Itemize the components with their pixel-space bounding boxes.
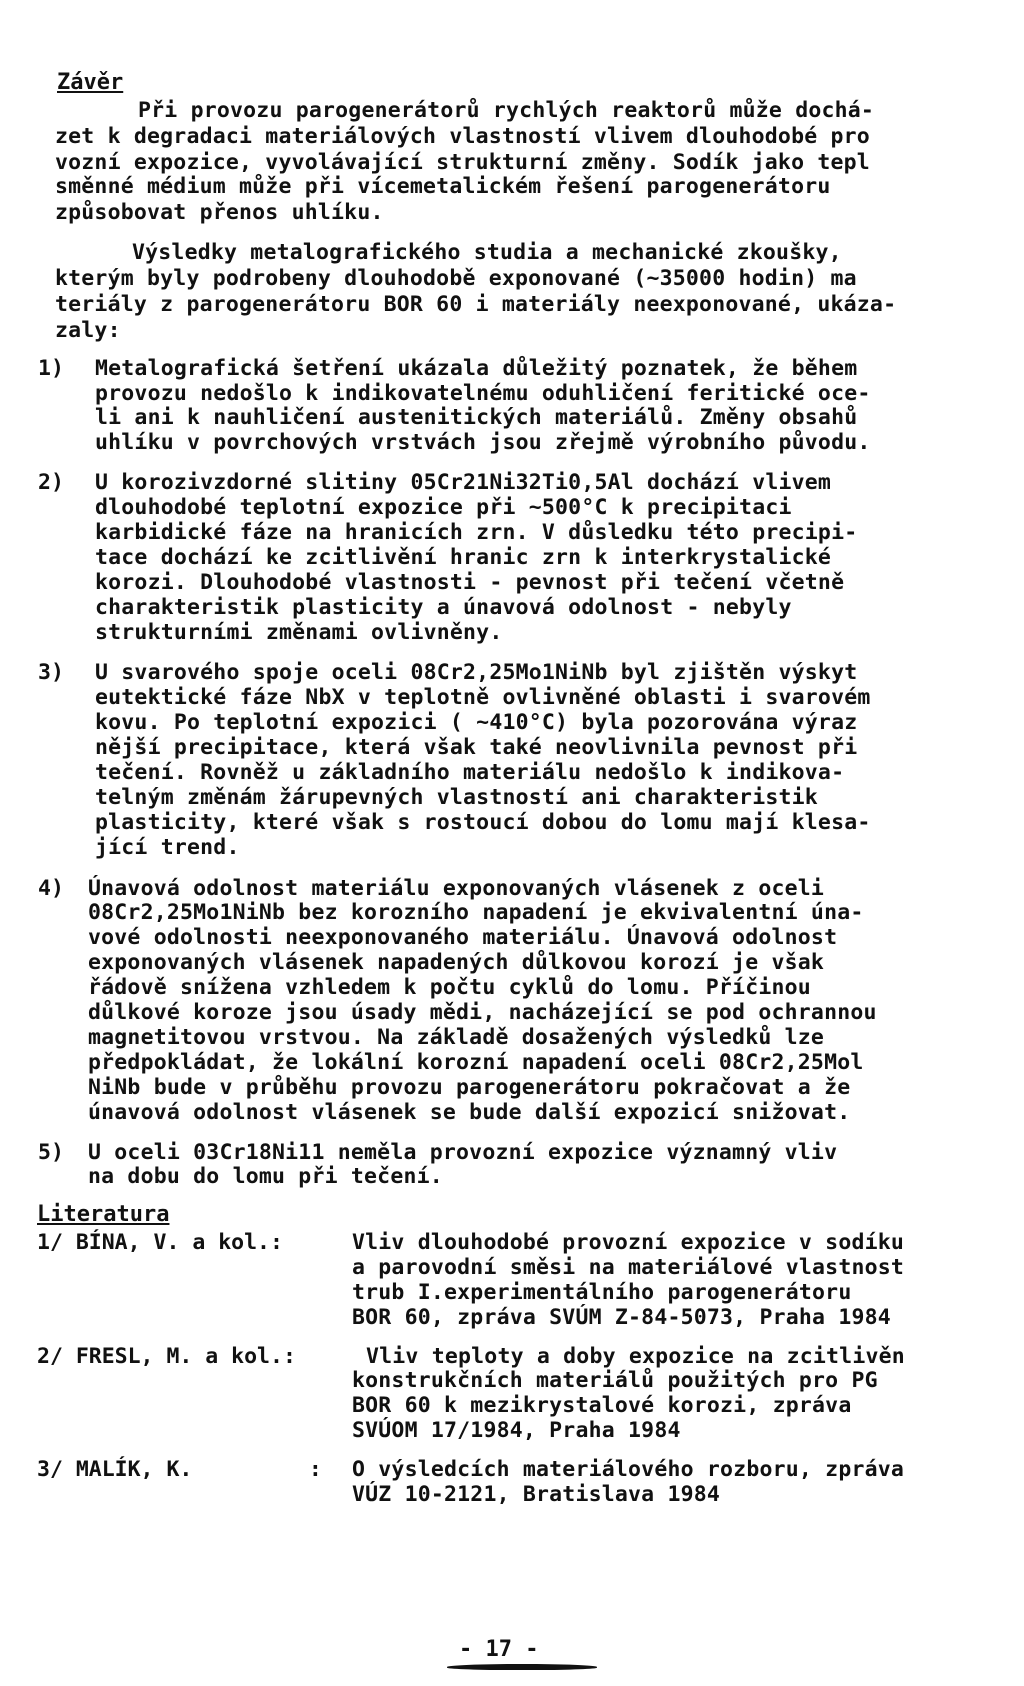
finding-line: Metalografická šetření ukázala důležitý poznatek, že během (95, 356, 858, 381)
finding-line: na dobu do lomu při tečení. (88, 1164, 443, 1189)
finding-line: nější precipitace, která však také neovlivnila pevnost při (95, 735, 858, 760)
reference-author: 3/ MALÍK, K. : (37, 1457, 322, 1482)
intro-line: zet k degradaci materiálových vlastností vlivem dlouhodobé pro (55, 124, 870, 149)
finding-line: magnetitovou vrstvou. Na základě dosažených výsledků lze (88, 1025, 825, 1050)
finding-line: vové odolnosti neexponovaného materiálu. Únavová odolnost (88, 925, 838, 950)
finding-line: únavová odolnost vlásenek se bude další expozicí snižovat. (88, 1100, 851, 1125)
finding-line: 08Cr2,25Mo1NiNb bez korozního napadení je ekvivalentní úna- (88, 900, 864, 925)
finding-line: dlouhodobé teplotní expozice při ~500°C k precipitaci (95, 495, 792, 520)
intro-line: způsobovat přenos uhlíku. (55, 200, 384, 225)
finding-line: provozu nedošlo k indikovatelnému oduhličení feritické oce- (95, 381, 871, 406)
finding-line: eutektické fáze NbX v teplotně ovlivněné oblasti i svarovém (95, 685, 871, 710)
reference-author: 1/ BÍNA, V. a kol.: (37, 1230, 283, 1255)
finding-line: U oceli 03Cr18Ni11 neměla provozní expozice významný vliv (88, 1140, 838, 1165)
reference-line: BOR 60 k mezikrystalové korozi, zpráva (352, 1393, 852, 1418)
finding-line: charakteristik plasticity a únavová odolnost - nebyly (95, 595, 792, 620)
finding-line: NiNb bude v průběhu provozu parogenerátoru pokračovat a že (88, 1075, 851, 1100)
finding-line: předpokládat, že lokální korozní napadení oceli 08Cr2,25Mol (88, 1050, 864, 1075)
section-heading: Závěr (57, 70, 124, 95)
finding-number: 5) (38, 1140, 64, 1165)
reference-line: a parovodní směsi na materiálové vlastnost (352, 1255, 905, 1280)
reference-author: 2/ FRESL, M. a kol.: (37, 1344, 296, 1369)
finding-line: telným změnám žárupevných vlastností ani charakteristik (95, 785, 818, 810)
finding-number: 1) (38, 356, 64, 381)
results-intro-line: kterým byly podrobeny dlouhodobě exponované (~35000 hodin) ma (55, 266, 857, 291)
reference-line: trub I.experimentálního parogenerátoru (352, 1280, 852, 1305)
finding-line: li ani k nauhličení austenitických materiálů. Změny obsahů (95, 405, 858, 430)
finding-line: důlkové koroze jsou úsady mědi, nacházející se pod ochrannou (88, 1000, 877, 1025)
finding-line: jící trend. (95, 835, 240, 860)
finding-line: tace dochází ke zcitlivění hranic zrn k interkrystalické (95, 545, 832, 570)
reference-line: BOR 60, zpráva SVÚM Z-84-5073, Praha 1984 (352, 1305, 891, 1330)
finding-line: U svarového spoje oceli 08Cr2,25Mo1NiNb byl zjištěn výskyt (95, 660, 858, 685)
reference-line: Vliv teploty a doby expozice na zcitlivěn (366, 1344, 905, 1369)
intro-line: směnné médium může při vícemetalickém řešení parogenerátoru (55, 174, 831, 199)
reference-line: konstrukčních materiálů použitých pro PG (352, 1368, 878, 1393)
finding-line: uhlíku v povrchových vrstvách jsou zřejmě výrobního původu. (95, 430, 871, 455)
finding-line: kovu. Po teplotní expozici ( ~410°C) byla pozorována výraz (95, 710, 858, 735)
finding-line: exponovaných vlásenek napadených důlkovou korozí je však (88, 950, 825, 975)
reference-line: O výsledcích materiálového rozboru, zpráva (352, 1457, 905, 1482)
finding-number: 4) (38, 876, 64, 901)
finding-line: U korozivzdorné slitiny 05Cr21Ni32Ti0,5Al dochází vlivem (95, 470, 832, 495)
finding-number: 2) (38, 470, 64, 495)
results-intro-line: teriály z parogenerátoru BOR 60 i materiály neexponované, ukáza- (55, 292, 897, 317)
intro-line: Při provozu parogenerátorů rychlých reaktorů může dochá- (138, 98, 875, 123)
reference-line: SVÚOM 17/1984, Praha 1984 (352, 1418, 681, 1443)
finding-number: 3) (38, 660, 64, 685)
finding-line: korozi. Dlouhodobé vlastnosti - pevnost při tečení včetně (95, 570, 845, 595)
page-number: - 17 - (459, 1637, 539, 1662)
reference-line: Vliv dlouhodobé provozní expozice v sodíku (352, 1230, 905, 1255)
finding-line: tečení. Rovněž u základního materiálu nedošlo k indikova- (95, 760, 845, 785)
intro-line: vozní expozice, vyvolávající strukturní změny. Sodík jako tepl (55, 150, 870, 175)
page-number-underline (447, 1664, 597, 1670)
finding-line: strukturními změnami ovlivněny. (95, 620, 503, 645)
reference-line: VÚZ 10-2121, Bratislava 1984 (352, 1482, 721, 1507)
results-intro-line: zaly: (55, 318, 121, 343)
finding-line: Únavová odolnost materiálu exponovaných vlásenek z oceli (88, 876, 825, 901)
literature-heading: Literatura (37, 1202, 170, 1227)
results-intro-line: Výsledky metalografického studia a mechanické zkoušky, (132, 240, 842, 265)
finding-line: karbidické fáze na hranicích zrn. V důsledku této precipi- (95, 520, 858, 545)
finding-line: plasticity, které však s rostoucí dobou do lomu mají klesa- (95, 810, 871, 835)
finding-line: řádově snížena vzhledem k počtu cyklů do lomu. Příčinou (88, 975, 811, 1000)
